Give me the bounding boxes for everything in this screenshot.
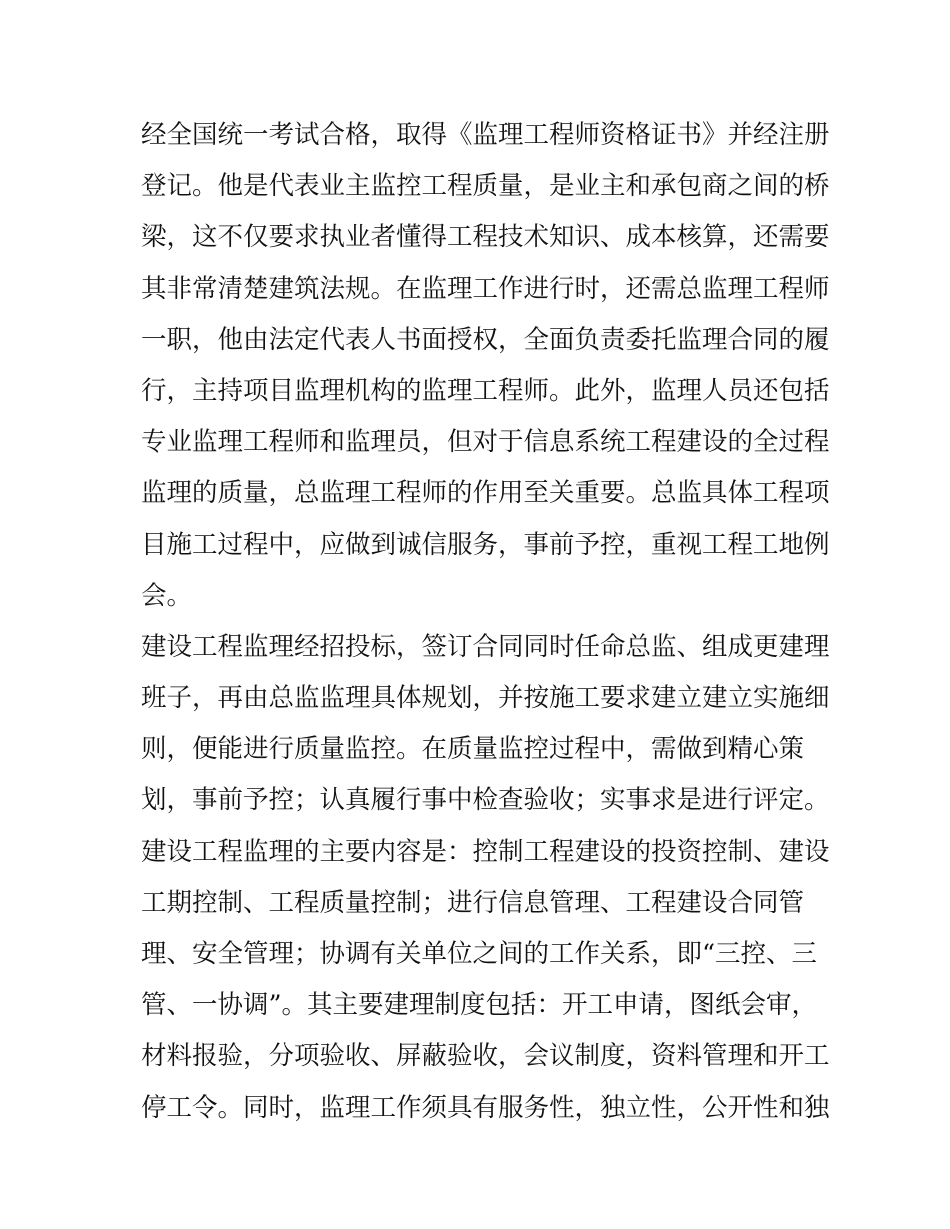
text-line: 建设工程监理的主要内容是：控制工程建设的投资控制、建设 bbox=[141, 836, 830, 867]
text-line: 建设工程监理经招投标，签订合同同时任命总监、组成更建理 bbox=[141, 631, 830, 662]
text-line: 工期控制、工程质量控制；进行信息管理、工程建设合同管 bbox=[141, 887, 805, 918]
body-text bbox=[141, 110, 830, 1134]
text-line: 划，事前予控；认真履行事中检查验收；实事求是进行评定。 bbox=[141, 785, 830, 816]
text-line: 行，主持项目监理机构的监理工程师。此外，监理人员还包括 bbox=[141, 375, 830, 406]
text-line: 材料报验，分项验收、屏蔽验收，会议制度，资料管理和开工 bbox=[141, 1041, 830, 1072]
text-line: 登记。他是代表业主监控工程质量，是业主和承包商之间的桥 bbox=[141, 171, 830, 202]
text-line: 目施工过程中，应做到诚信服务，事前予控，重视工程工地例 bbox=[141, 529, 830, 560]
text-line: 经全国统一考试合格，取得《监理工程师资格证书》并经注册 bbox=[141, 120, 830, 150]
text-line: 一职，他由法定代表人书面授权，全面负责委托监理合同的履 bbox=[141, 324, 830, 355]
text-line: 班子，再由总监监理具体规划，并按施工要求建立建立实施细 bbox=[141, 683, 830, 714]
text-line: 其非常清楚建筑法规。在监理工作进行时，还需总监理工程师 bbox=[141, 273, 830, 304]
text-line: 专业监理工程师和监理员，但对于信息系统工程建设的全过程 bbox=[141, 427, 830, 458]
text-line: 停工令。同时，监理工作须具有服务性，独立性，公开性和独 bbox=[141, 1092, 830, 1123]
text-line: 会。 bbox=[141, 580, 193, 611]
text-line: 梁，这不仅要求执业者懂得工程技术知识、成本核算，还需要 bbox=[141, 222, 830, 253]
text-line: 则，便能进行质量监控。在质量监控过程中，需做到精心策 bbox=[141, 734, 805, 765]
text-line: 管、一协调”。其主要建理制度包括：开工申请，图纸会审， bbox=[141, 990, 818, 1021]
text-line: 理、安全管理；协调有关单位之间的工作关系，即“三控、三 bbox=[141, 939, 818, 969]
text-line: 监理的质量，总监理工程师的作用至关重要。总监具体工程项 bbox=[141, 478, 830, 509]
